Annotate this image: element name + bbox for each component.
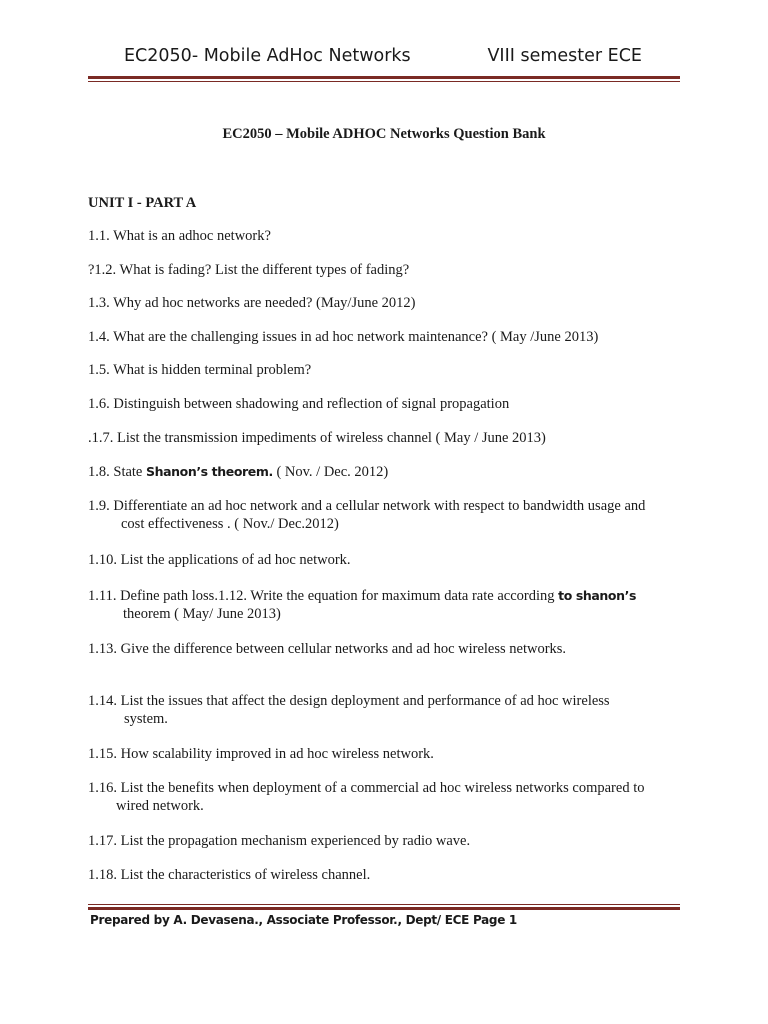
footer-rule-thick [88,907,680,910]
header-rule-thin [88,81,680,82]
question-1-15: 1.15. How scalability improved in ad hoc wireless network. [88,746,434,762]
question-line: system. [124,710,168,727]
question-1-5: 1.5. What is hidden terminal problem? [88,362,312,378]
question-line: theorem ( May/ June 2013) [123,605,281,622]
footer-rule-thin [88,904,680,905]
question-1-1: 1.1. What is an adhoc network? [88,228,271,244]
question-1-10: 1.10. List the applications of ad hoc network. [88,552,351,568]
page-header [88,46,680,72]
question-1-18: 1.18. List the characteristics of wireless channel. [88,867,371,883]
question-1-7: .1.7. List the transmission impediments of wireless channel ( May / June 2013) [88,430,546,446]
question-line: wired network. [116,797,204,814]
header-rule-thick [88,76,680,79]
emphasized-term: to shanon’s [558,588,636,603]
question-1-13: 1.13. Give the difference between cellular networks and ad hoc wireless networks. [88,641,567,657]
question-1-8 [88,463,688,482]
document-title: EC2050 – Mobile ADHOC Networks Question Bank [222,126,546,142]
question-text: 1.11. Define path loss.1.12. Write the equation for maximum data rate according [88,588,559,604]
question-1-16 [88,780,688,815]
question-1-14 [88,693,688,728]
question-line: 1.14. List the issues that affect the design deployment and performance of ad hoc wireless [88,693,610,709]
question-text: ( Nov. / Dec. 2012) [272,464,389,480]
unit-heading: UNIT I - PART A [88,195,197,211]
question-1-4: 1.4. What are the challenging issues in ad hoc network maintenance? ( May /June 2013) [88,329,599,345]
question-1-2: ?1.2. What is fading? List the different types of fading? [88,262,410,278]
question-1-3: 1.3. Why ad hoc networks are needed? (May/June 2012) [88,295,416,311]
question-1-17: 1.17. List the propagation mechanism experienced by radio wave. [88,833,471,849]
question-1-6: 1.6. Distinguish between shadowing and reflection of signal propagation [88,396,510,412]
question-1-9 [88,498,688,533]
page-footer: Prepared by A. Devasena., Associate Professor., Dept/ ECE Page 1 [90,913,517,927]
question-1-11 [88,587,688,623]
question-line: 1.9. Differentiate an ad hoc network and a cellular network with respect to bandwidth usage and [88,498,646,514]
question-text: 1.8. State [88,464,146,480]
question-line: cost effectiveness . ( Nov./ Dec.2012) [121,515,339,532]
question-line: 1.16. List the benefits when deployment of a commercial ad hoc wireless networks compared to [88,780,645,796]
header-course-title: EC2050- Mobile AdHoc Networks [124,46,411,66]
emphasized-term: Shanon’s theorem. [146,464,273,479]
header-semester: VIII semester ECE [487,46,642,66]
